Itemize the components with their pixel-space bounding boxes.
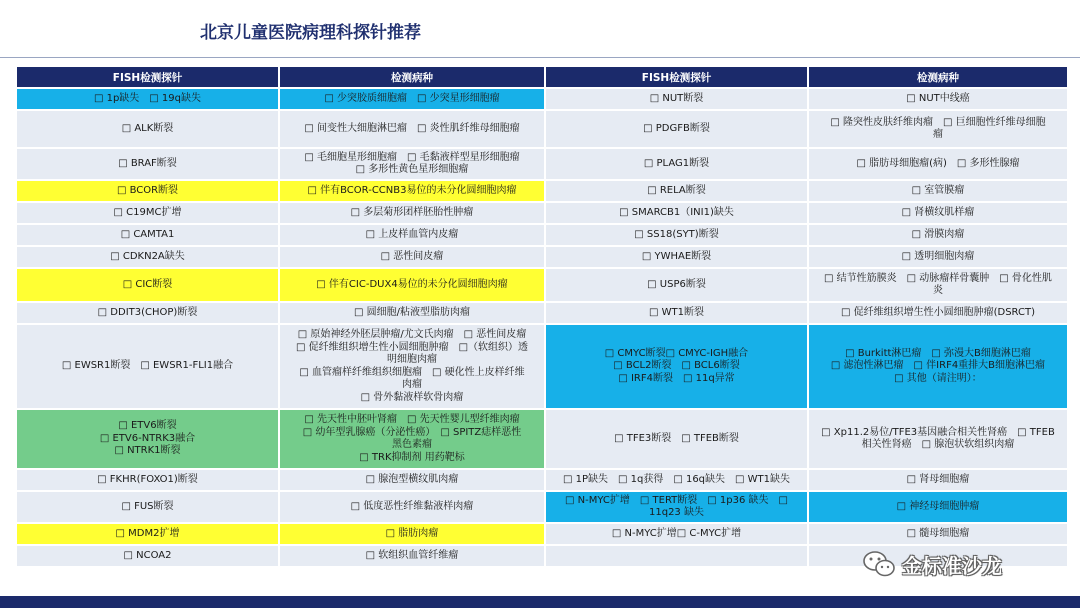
table-row xyxy=(17,149,1067,179)
table-row xyxy=(17,470,1067,490)
header-fish-probe-1: FISH检测探针 xyxy=(17,67,278,87)
disease-cell xyxy=(809,247,1067,267)
cell-text: □ RELA断裂 xyxy=(647,184,706,196)
cell-text: □ ETV6断裂 xyxy=(118,420,177,432)
cell-text: □ 其他（请注明）： xyxy=(894,372,982,384)
cell-text: □ ETV6-NTRK3融合 xyxy=(99,432,196,444)
disease-cell xyxy=(809,203,1067,223)
watermark xyxy=(862,546,1062,582)
cell-text: □ Xp11.2易位/TFE3基因融合相关性肾癌 □ TFEB xyxy=(821,426,1055,438)
cell-text: □ 肾母细胞瘤 xyxy=(906,473,970,485)
fish-probe-cell xyxy=(17,269,278,301)
cell-text: □ 多层菊形团样胚胎性肿瘤 xyxy=(350,206,474,218)
disease-cell xyxy=(280,524,544,544)
cell-text: □ 髓母细胞瘤 xyxy=(906,527,970,539)
disease-cell xyxy=(280,410,544,468)
cell-text: □ WT1断裂 xyxy=(649,306,704,318)
cell-text: 肉瘤 xyxy=(402,379,422,390)
cell-text: □ 1p缺失 □ 19q缺失 xyxy=(93,92,202,104)
cell-text: □ CIC断裂 xyxy=(122,278,173,290)
cell-text: □ 血管瘤样纤维组织细胞瘤 □ 硬化性上皮样纤维 xyxy=(299,366,525,378)
cell-text: □ 腺泡型横纹肌肉瘤 xyxy=(365,473,459,485)
cell-text: □ SS18(SYT)断裂 xyxy=(634,228,719,240)
cell-text: □ MDM2扩增 xyxy=(115,527,180,539)
cell-text: □ 脂肪肉瘤 xyxy=(385,527,439,539)
fish-probe-cell xyxy=(546,111,807,147)
cell-text: 炎 xyxy=(933,285,943,296)
fish-probe-cell xyxy=(546,470,807,490)
title-divider xyxy=(0,57,1080,58)
fish-probe-cell xyxy=(17,303,278,323)
cell-text: □ PLAG1断裂 xyxy=(643,157,710,169)
fish-probe-cell xyxy=(17,410,278,468)
disease-cell xyxy=(280,149,544,179)
table-row xyxy=(17,89,1067,109)
cell-text: □ EWSR1断裂 □ EWSR1-FLI1融合 xyxy=(61,360,234,372)
fish-probe-cell xyxy=(17,524,278,544)
cell-text: □ CAMTA1 xyxy=(120,228,175,240)
cell-text: □ N-MYC扩增 □ TERT断裂 □ 1p36 缺失 □ xyxy=(565,494,788,506)
cell-text: □ TFE3断裂 □ TFEB断裂 xyxy=(614,432,739,444)
header-disease-1: 检测病种 xyxy=(280,67,544,87)
cell-text: □ Burkitt淋巴瘤 □ 弥漫大B细胞淋巴瘤 xyxy=(845,347,1031,359)
footer-bar xyxy=(0,596,1080,608)
wechat-icon xyxy=(862,549,896,579)
cell-text: □ FUS断裂 xyxy=(121,500,174,512)
cell-text: □ 幼年型乳腺癌（分泌性癌） □ SPITZ痣样恶性 xyxy=(302,426,522,438)
disease-cell xyxy=(280,546,544,566)
table-row xyxy=(17,247,1067,267)
fish-probe-cell xyxy=(17,203,278,223)
disease-cell xyxy=(809,492,1067,522)
disease-cell xyxy=(280,492,544,522)
cell-text: □ CDKN2A缺失 xyxy=(110,250,185,262)
disease-cell xyxy=(809,470,1067,490)
table-row xyxy=(17,181,1067,201)
cell-text: □ ALK断裂 xyxy=(121,122,174,134)
cell-text: □ CMYC断裂□ CMYC-IGH融合 xyxy=(604,347,749,359)
cell-text: □ TRK抑制剂 用药靶标 xyxy=(359,451,465,463)
cell-text: 黑色素瘤 xyxy=(392,439,432,450)
disease-cell xyxy=(809,325,1067,408)
cell-text: □ 间变性大细胞淋巴瘤 □ 炎性肌纤维母细胞瘤 xyxy=(304,122,520,134)
cell-text: □ NUT断裂 xyxy=(649,92,704,104)
fish-probe-cell xyxy=(546,546,807,566)
fish-probe-cell xyxy=(17,492,278,522)
cell-text: □ BCOR断裂 xyxy=(116,184,179,196)
fish-probe-cell xyxy=(546,325,807,408)
cell-text: □ 原始神经外胚层肿瘤/尤文氏肉瘤 □ 恶性间皮瘤 xyxy=(297,329,527,340)
disease-cell xyxy=(280,203,544,223)
disease-cell xyxy=(809,410,1067,468)
fish-probe-cell xyxy=(546,303,807,323)
disease-cell xyxy=(280,247,544,267)
cell-text: □ 低度恶性纤维黏液样肉瘤 xyxy=(350,500,474,512)
table-row xyxy=(17,303,1067,323)
page-title: 北京儿童医院病理科探针推荐 xyxy=(200,23,421,43)
cell-text: □ 室管膜瘤 xyxy=(911,184,965,196)
fish-probe-cell xyxy=(17,89,278,109)
disease-cell xyxy=(809,269,1067,301)
cell-text: □ 促纤维组织增生性小圆细胞肿瘤 □（软组织）透 xyxy=(295,341,529,353)
fish-probe-cell xyxy=(17,325,278,408)
cell-text: □ NCOA2 xyxy=(123,549,172,561)
cell-text: □ 结节性筋膜炎 □ 动脉瘤样骨囊肿 □ 骨化性肌 xyxy=(824,272,1052,284)
fish-probe-cell xyxy=(546,247,807,267)
table-row xyxy=(17,524,1067,544)
cell-text: □ 神经母细胞肿瘤 xyxy=(896,500,980,512)
table-row xyxy=(17,111,1067,147)
disease-cell xyxy=(809,149,1067,179)
cell-text: □ 肾横纹肌样瘤 xyxy=(901,206,975,218)
cell-text: □ 毛细胞星形细胞瘤 □ 毛黏液样型星形细胞瘤 xyxy=(304,151,520,163)
cell-text: □ 1P缺失 □ 1q获得 □ 16q缺失 □ WT1缺失 xyxy=(562,473,791,485)
table-row xyxy=(17,492,1067,522)
disease-cell xyxy=(809,303,1067,323)
cell-text: 瘤 xyxy=(933,129,943,140)
cell-text: □ 恶性间皮瘤 xyxy=(380,250,444,262)
fish-probe-cell xyxy=(17,247,278,267)
cell-text: □ 上皮样血管内皮瘤 xyxy=(365,228,459,240)
disease-cell xyxy=(280,269,544,301)
cell-text: □ 少突胶质细胞瘤 □ 少突星形细胞瘤 xyxy=(324,92,500,104)
cell-text: □ 隆突性皮肤纤维肉瘤 □ 巨细胞性纤维母细胞 xyxy=(830,116,1046,128)
fish-probe-cell xyxy=(546,181,807,201)
disease-cell xyxy=(809,111,1067,147)
disease-cell xyxy=(280,470,544,490)
cell-text: □ 圆细胞/粘液型脂肪肉瘤 xyxy=(354,306,470,318)
disease-cell xyxy=(809,181,1067,201)
fish-probe-cell xyxy=(546,269,807,301)
cell-text: □ DDIT3(CHOP)断裂 xyxy=(97,306,198,318)
cell-text: 11q23 缺失 xyxy=(649,507,704,518)
fish-probe-cell xyxy=(17,225,278,245)
disease-cell xyxy=(280,325,544,408)
fish-probe-cell xyxy=(17,546,278,566)
watermark-text: 金标准沙龙 xyxy=(902,553,1002,578)
table-body xyxy=(17,89,1067,566)
table-row xyxy=(17,410,1067,468)
fish-probe-cell xyxy=(546,492,807,522)
table-row xyxy=(17,269,1067,301)
table-row xyxy=(17,325,1067,408)
fish-probe-cell xyxy=(546,225,807,245)
cell-text: □ 透明细胞肉瘤 xyxy=(901,250,975,262)
fish-probe-cell xyxy=(546,410,807,468)
disease-cell xyxy=(280,225,544,245)
disease-cell xyxy=(280,89,544,109)
cell-text: □ USP6断裂 xyxy=(647,278,706,290)
fish-probe-cell xyxy=(546,149,807,179)
cell-text: 相关性肾癌 □ 腺泡状软组织肉瘤 xyxy=(861,439,1015,450)
cell-text: □ 滤泡性淋巴瘤 □ 伴IRF4重排大B细胞淋巴瘤 xyxy=(830,360,1046,372)
disease-cell xyxy=(809,89,1067,109)
cell-text: □ 多形性黄色星形细胞瘤 xyxy=(355,164,469,175)
cell-text: □ BCL2断裂 □ BCL6断裂 xyxy=(613,360,740,372)
cell-text: □ 骨外黏液样软骨肉瘤 xyxy=(360,391,464,403)
table-row xyxy=(17,225,1067,245)
header-fish-probe-2: FISH检测探针 xyxy=(546,67,807,87)
cell-text: □ C19MC扩增 xyxy=(113,206,182,218)
cell-text: □ IRF4断裂 □ 11q异常 xyxy=(618,372,735,384)
disease-cell xyxy=(280,303,544,323)
cell-text: □ PDGFB断裂 xyxy=(643,122,710,134)
fish-probe-cell xyxy=(546,89,807,109)
fish-probe-cell xyxy=(17,149,278,179)
disease-cell xyxy=(280,111,544,147)
cell-text: □ 促纤维组织增生性小圆细胞肿瘤(DSRCT) xyxy=(840,306,1036,318)
cell-text: □ 脂肪母细胞瘤(病) □ 多形性腺瘤 xyxy=(856,157,1020,169)
fish-probe-cell xyxy=(17,111,278,147)
fish-probe-cell xyxy=(17,181,278,201)
cell-text: □ SMARCB1（INI1)缺失 xyxy=(619,206,734,218)
fish-probe-cell xyxy=(17,470,278,490)
cell-text: □ NUT中线癌 xyxy=(906,92,970,104)
disease-cell xyxy=(809,524,1067,544)
cell-text: □ NTRK1断裂 xyxy=(114,445,181,457)
cell-text: □ 伴有CIC-DUX4易位的未分化圆细胞肉瘤 xyxy=(316,278,508,290)
disease-cell xyxy=(280,181,544,201)
cell-text: □ 滑膜肉瘤 xyxy=(911,228,965,240)
cell-text: □ N-MYC扩增□ C-MYC扩增 xyxy=(611,527,742,539)
cell-text: □ 软组织血管纤维瘤 xyxy=(365,549,459,561)
probe-table xyxy=(15,65,1069,568)
cell-text: □ YWHAE断裂 xyxy=(641,250,712,262)
cell-text: □ FKHR(FOXO1)断裂 xyxy=(97,473,198,485)
cell-text: 明细胞肉瘤 xyxy=(387,354,437,365)
fish-probe-cell xyxy=(546,203,807,223)
table-row xyxy=(17,203,1067,223)
disease-cell xyxy=(809,225,1067,245)
cell-text: □ 先天性中胚叶肾瘤 □ 先天性婴儿型纤维肉瘤 xyxy=(304,414,520,425)
cell-text: □ BRAF断裂 xyxy=(118,157,177,169)
header-disease-2: 检测病种 xyxy=(809,67,1067,87)
cell-text: □ 伴有BCOR-CCNB3易位的未分化圆细胞肉瘤 xyxy=(307,184,517,196)
fish-probe-cell xyxy=(546,524,807,544)
table-header-row xyxy=(17,67,1067,87)
